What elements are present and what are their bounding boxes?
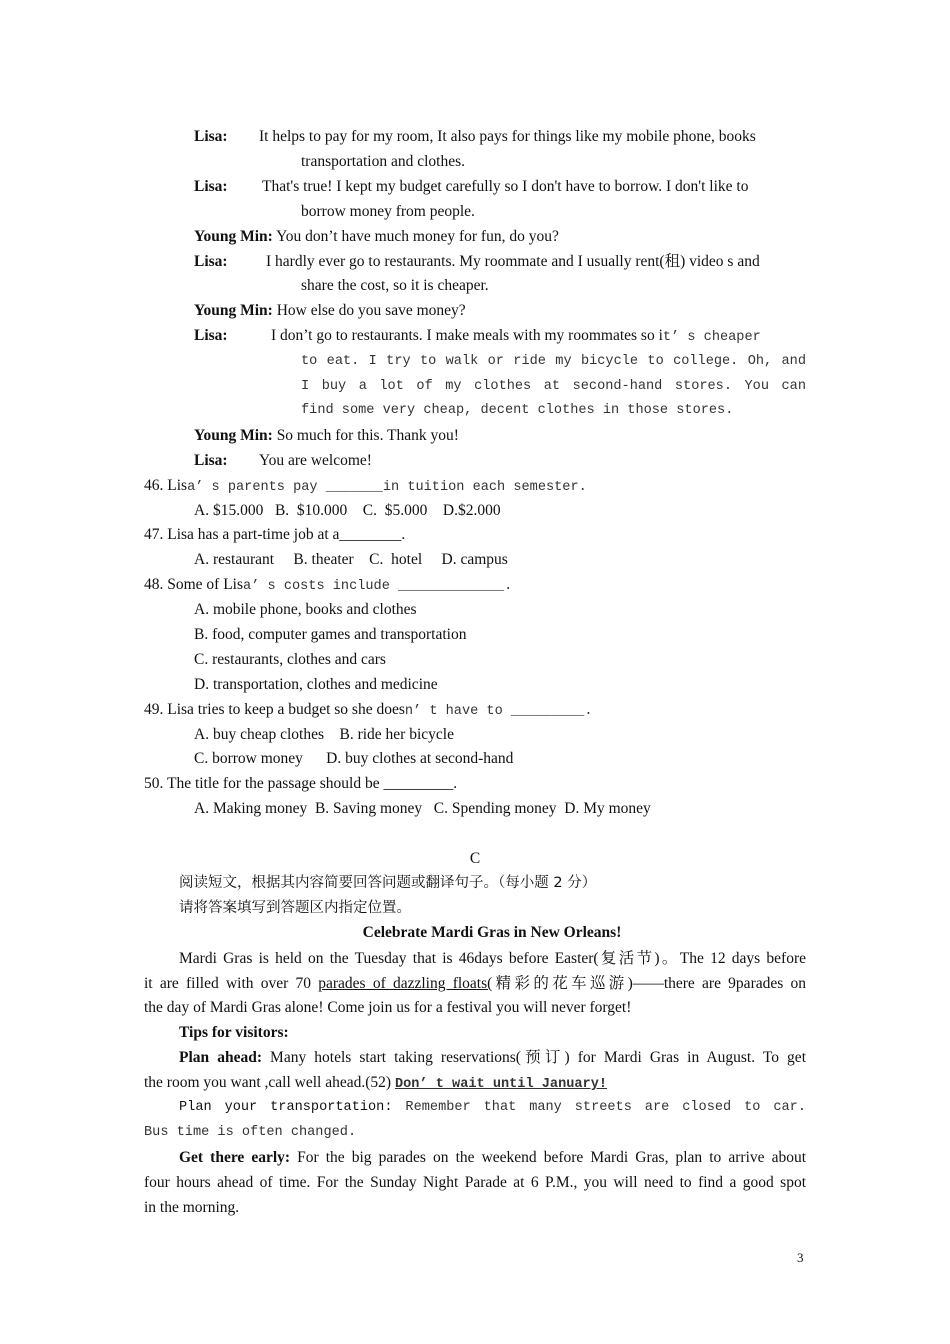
question-48 [144,575,512,597]
dialogue-line-2 [194,177,806,197]
tip-plan-ahead [179,1048,806,1068]
dialogue-text: It helps to pay for my room, It also pays for things like my mobile phone, books [259,128,756,145]
passage-title: Celebrate Mardi Gras in New Orleans! [362,924,622,941]
question-47: 47. Lisa has a part-time job at a________. [144,526,406,543]
dialogue-line-5 [194,301,466,321]
question-options: A. Making money B. Saving money C. Spending money D. My money [194,800,651,817]
tip-label: Plan your transportation: [179,1100,393,1115]
tip-get-early-cont: four hours ahead of time. For the Sunday Night Parade at 6 P.M., you will need to find a good spot [144,1174,806,1191]
speaker-label: Lisa: [194,178,228,195]
tips-heading: Tips for visitors: [179,1024,289,1041]
dialogue-text: So much for this. Thank you! [276,427,459,444]
question-stem-mono: a’ s parents pay _______in tuition each semester. [187,480,587,495]
dialogue-text: You are welcome! [259,452,372,469]
dialogue-continuation: transportation and clothes. [301,153,465,170]
tip-label: Get there early: [179,1149,291,1166]
dialogue-line-1 [194,127,806,147]
question-stem: 46. Lis [144,477,188,494]
dialogue-continuation: I buy a lot of my clothes at second-hand stores. You can [301,379,806,394]
tip-plan-ahead-cont [144,1073,607,1095]
dialogue-continuation: share the cost, so it is cheaper. [301,277,489,294]
dialogue-line-3 [194,227,559,247]
speaker-label: Lisa: [194,452,228,469]
dialogue-continuation: to eat. I try to walk or ride my bicycle to college. Oh, and [301,354,806,369]
question-stem: 48. Some of Lis [144,576,244,593]
text-run: 精彩的花车巡游)——there are 9parades on [492,975,807,992]
dialogue-text: That's true! I kept my budget carefully so I don't have to borrow. I don't like to [262,178,749,195]
question-option: C. restaurants, clothes and cars [194,651,386,668]
dialogue-text-mixed [271,326,761,348]
section-label: C [469,850,481,867]
question-46 [144,476,587,498]
speaker-label: Lisa: [194,253,228,270]
speaker-label: Lisa: [194,128,228,145]
question-option: A. mobile phone, books and clothes [194,601,417,618]
dialogue-continuation: borrow money from people. [301,203,475,220]
dialogue-line-6 [194,326,761,346]
section-instruction: 阅读短文，根据其内容简要回答问题或翻译句子。（每小题 2 分） [179,875,597,891]
tip-get-early-cont: in the morning. [144,1199,240,1216]
dialogue-text: How else do you save money? [276,302,466,319]
question-stem: 49. Lisa tries to keep a budget so she does [144,701,405,718]
passage-paragraph: the day of Mardi Gras alone! Come join us for a festival you will never forget! [144,999,632,1016]
passage-paragraph [144,974,806,994]
question-options: A. restaurant B. theater C. hotel D. campus [194,551,508,568]
question-stem-mono: n’ t have to _________. [404,704,593,719]
dialogue-line-7 [194,426,459,446]
question-option: A. buy cheap clothes B. ride her bicycle [194,726,454,743]
speaker-label: Lisa: [194,327,228,344]
tip-text: the room you want ,call well ahead.(52) [144,1074,395,1091]
dialogue-text: I hardly ever go to restaurants. My roommate and I usually rent(租) video s and [266,253,760,270]
question-option: C. borrow money D. buy clothes at second-hand [194,750,514,767]
dialogue-line-4 [194,252,760,272]
tip-label: Plan ahead: [179,1049,262,1066]
tip-transportation [179,1098,806,1118]
tip-text: Many hotels start taking reservations(预订) for Mardi Gras in August. To get [262,1049,806,1066]
speaker-label: Young Min: [194,228,273,245]
speaker-label: Young Min: [194,427,273,444]
question-49 [144,700,592,722]
underlined-answer-sentence: Don’ t wait until January! [394,1077,608,1092]
question-options: A. $15.000 B. $10.000 C. $5.000 D.$2.000 [194,502,501,519]
dialogue-text-mono: t’ s cheaper [662,330,761,345]
tip-text: Remember that many streets are closed to car. [392,1100,806,1115]
section-instruction: 请将答案填写到答题区内指定位置。 [179,900,411,916]
dialogue-text: You don’t have much money for fun, do you? [276,228,559,245]
page-number: 3 [797,1250,804,1265]
question-option: D. transportation, clothes and medicine [194,676,438,693]
tip-text: For the big parades on the weekend before Mardi Gras, plan to arrive about [290,1149,807,1166]
dialogue-text-serif: I don’t go to restaurants. I make meals with my roommates so i [271,327,663,344]
text-run: it are filled with over 70 [144,975,319,992]
tip-get-early [179,1148,806,1168]
dialogue-continuation: find some very cheap, decent clothes in those stores. [301,403,734,418]
tip-transportation-cont: Bus time is often changed. [144,1125,357,1140]
passage-paragraph: Mardi Gras is held on the Tuesday that is 46days before Easter(复活节)。The 12 days before [179,950,806,967]
dialogue-line-8 [194,451,372,471]
speaker-label: Young Min: [194,302,273,319]
underlined-text: parades of dazzling floats( [318,975,493,992]
question-50: 50. The title for the passage should be _________. [144,775,458,792]
question-stem-mono: a’ s costs include _____________. [243,579,513,594]
question-option: B. food, computer games and transportation [194,626,467,643]
